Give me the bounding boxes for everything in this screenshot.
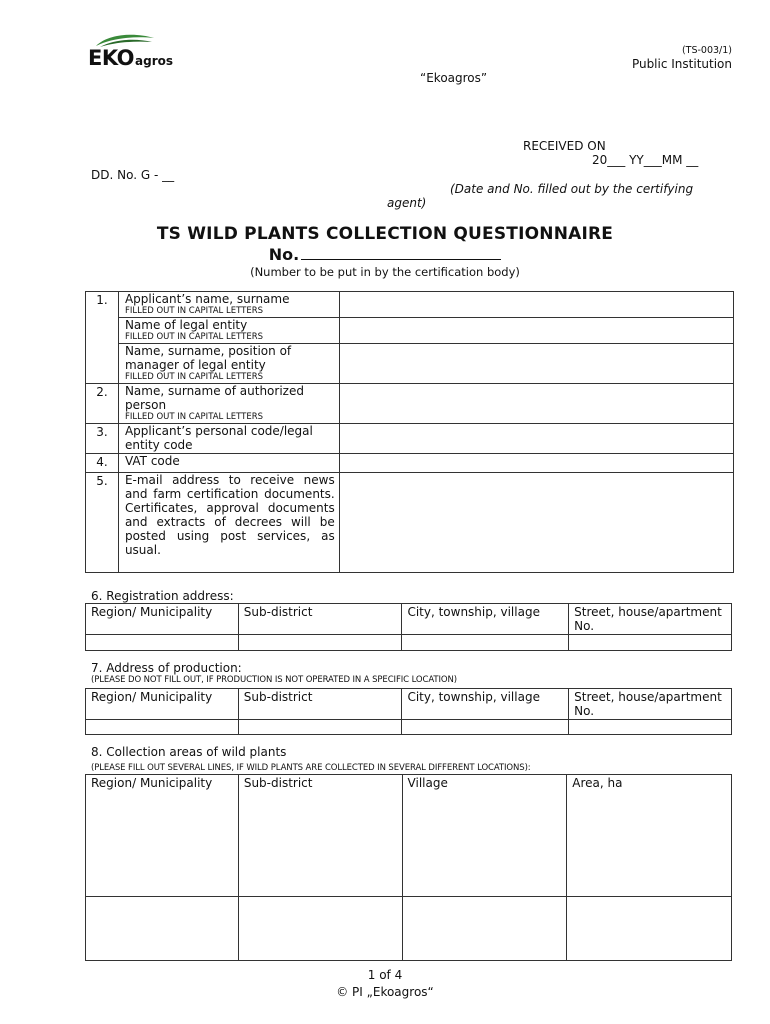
registration-table (85, 603, 732, 651)
region-field[interactable] (86, 635, 239, 651)
row-number: 3. (86, 424, 119, 454)
form-code: (TS-003/1) (681, 45, 732, 56)
production-heading: 7. Address of production: (91, 661, 242, 675)
village-field[interactable] (402, 897, 567, 961)
institution-type: Public Institution (631, 57, 732, 71)
authorized-person-label: Name, surname of authorized person (124, 384, 304, 412)
column-header: Sub-district (238, 689, 402, 720)
column-header: City, township, village (402, 689, 569, 720)
collection-note: (PLEASE FILL OUT SEVERAL LINES, IF WILD PLANTS ARE COLLECTED IN SEVERAL DIFFERENT LOCATIONS): (91, 763, 531, 773)
registration-heading: 6. Registration address: (91, 589, 234, 603)
questionnaire-number (0, 245, 770, 264)
column-header: City, township, village (402, 604, 569, 635)
production-note: (PLEASE DO NOT FILL OUT, IF PRODUCTION IS NOT OPERATED IN A SPECIFIC LOCATION) (91, 675, 457, 685)
dd-number: DD. No. G - __ (91, 168, 175, 182)
column-header: Street, house/apartment No. (569, 604, 732, 635)
page-number: 1 of 4 (367, 968, 403, 982)
row-number: 5. (86, 473, 119, 573)
number-note: (Number to be put in by the certification body) (250, 265, 520, 279)
capital-letters-note: FILLED OUT IN CAPITAL LETTERS (124, 306, 263, 316)
manager-label: Name, surname, position of manager of legal entity (124, 344, 292, 372)
capital-letters-note: FILLED OUT IN CAPITAL LETTERS (124, 372, 263, 382)
row-label (118, 384, 339, 424)
number-label: No. (268, 245, 300, 264)
column-header: Region/ Municipality (86, 604, 239, 635)
table-row (86, 292, 734, 318)
column-header: Area, ha (567, 775, 732, 897)
applicant-name-label: Applicant’s name, surname (124, 292, 290, 306)
column-header: Region/ Municipality (86, 689, 239, 720)
received-date-line: 20___ YY___MM __ (592, 153, 699, 167)
capital-letters-note: FILLED OUT IN CAPITAL LETTERS (124, 412, 263, 422)
personal-code-label: Applicant’s personal code/legal entity code (118, 424, 339, 454)
row-label (118, 292, 339, 318)
column-header: Region/ Municipality (86, 775, 239, 897)
city-field[interactable] (402, 635, 569, 651)
table-row (86, 424, 734, 454)
column-header: Sub-district (238, 604, 402, 635)
region-field[interactable] (86, 720, 239, 735)
legal-entity-field[interactable] (339, 318, 733, 344)
area-field[interactable] (567, 897, 732, 961)
table-row (86, 473, 734, 573)
logo-wordmark (88, 46, 173, 70)
authorized-person-field[interactable] (339, 384, 733, 424)
production-table (85, 688, 732, 735)
table-header-row (86, 604, 732, 635)
manager-field[interactable] (339, 344, 733, 384)
table-row (86, 318, 734, 344)
table-row (86, 897, 732, 961)
table-row (86, 775, 732, 897)
vat-code-label: VAT code (118, 454, 339, 473)
collection-heading: 8. Collection areas of wild plants (91, 745, 287, 759)
applicant-name-field[interactable] (339, 292, 733, 318)
capital-letters-note: FILLED OUT IN CAPITAL LETTERS (124, 332, 263, 342)
copyright: © PI „Ekoagros“ (336, 985, 434, 999)
row-number (86, 318, 119, 344)
subdistrict-field[interactable] (238, 720, 402, 735)
applicant-table (85, 291, 734, 573)
logo-sub-text: agros (135, 54, 174, 68)
received-note-line1: (Date and No. filled out by the certifying (450, 182, 694, 196)
personal-code-field[interactable] (339, 424, 733, 454)
email-label: E-mail address to receive news and farm certification documents. Certificates, approval documents and extracts of decrees will be posted using post services, as usual. (118, 473, 339, 573)
institution-name: “Ekoagros” (420, 71, 488, 85)
email-field[interactable] (339, 473, 733, 573)
vat-code-field[interactable] (339, 454, 733, 473)
table-row (86, 720, 732, 735)
table-row (86, 454, 734, 473)
city-field[interactable] (402, 720, 569, 735)
column-header: Village (402, 775, 567, 897)
row-label (118, 344, 339, 384)
legal-entity-label: Name of legal entity (124, 318, 248, 332)
received-label: RECEIVED ON (523, 139, 606, 153)
street-field[interactable] (569, 635, 732, 651)
table-row (86, 384, 734, 424)
street-field[interactable] (569, 720, 732, 735)
logo-main-text: EKO (88, 46, 135, 70)
column-header: Sub-district (238, 775, 402, 897)
table-header-row (86, 689, 732, 720)
row-number: 4. (86, 454, 119, 473)
row-number: 2. (86, 384, 119, 424)
ekoagros-logo (88, 32, 188, 72)
region-field[interactable] (86, 897, 239, 961)
table-row (86, 344, 734, 384)
collection-table (85, 774, 732, 961)
row-label (118, 318, 339, 344)
subdistrict-field[interactable] (238, 897, 402, 961)
row-number (86, 344, 119, 384)
received-note-line2: agent) (387, 196, 427, 210)
number-blank[interactable] (301, 246, 501, 260)
column-header: Street, house/apartment No. (569, 689, 732, 720)
table-row (86, 635, 732, 651)
page-title: TS WILD PLANTS COLLECTION QUESTIONNAIRE (156, 224, 614, 244)
row-number: 1. (86, 292, 119, 318)
subdistrict-field[interactable] (238, 635, 402, 651)
